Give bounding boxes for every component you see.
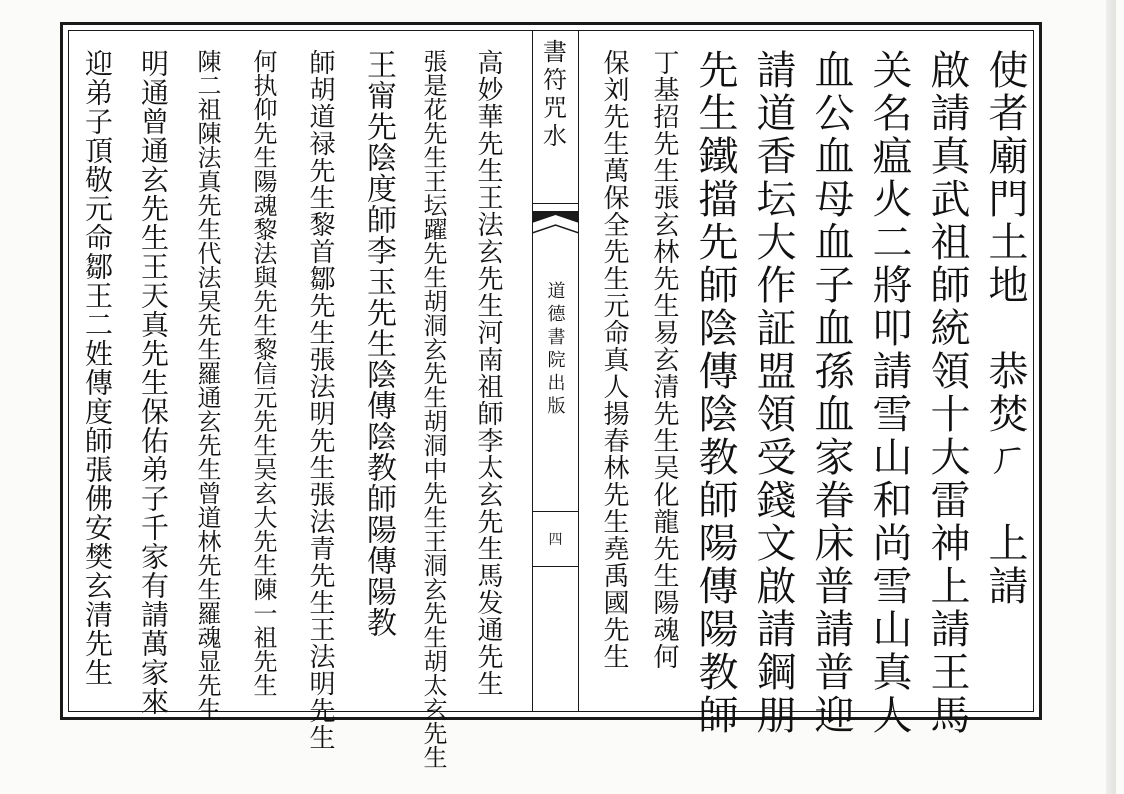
text-column: 陳二祖陳法真先生代法旲先生羅通玄先生曾道林先生羅魂显先生 — [193, 49, 221, 721]
left-page — [69, 31, 532, 769]
text-column: 关名瘟火二將叩請雪山和尚雪山真人 — [866, 49, 912, 737]
text-column: 丁基招先生張玄林先生易玄清先生吴化龍先生陽魂何 — [649, 49, 679, 670]
text-column: 啟請真武祖師統領十大雷神上請王馬 — [924, 49, 970, 737]
text-column: 何执仰先生陽魂黎法與先生黎信元先生吴玄大先生陳一祖先生 — [249, 49, 277, 697]
text-column: 迎弟子頂敬元命鄒王二姓傳度師張佛安樊玄清先生 — [81, 49, 114, 687]
text-column: 先生鐵擋先師陰傳陰教師陽傳陽教師 — [692, 49, 738, 737]
text-column: 王甯先陰度師李玉先生陰傳陰教師陽傳陽教 — [361, 49, 396, 638]
divider — [533, 203, 578, 204]
text-column: 師胡道禄先生黎首鄒先生張法明先生張法青先生王法明先生 — [305, 49, 335, 751]
page-number: 四 — [548, 532, 563, 548]
right-page — [579, 31, 1033, 737]
text-column: 張是花先生王坛躍先生胡洞玄先生胡洞中先生王洞玄先生胡太玄先生 — [419, 49, 447, 769]
fishtail-mark-icon — [532, 211, 579, 241]
book-title: 書符咒水 — [538, 39, 567, 151]
paper-edge — [1106, 0, 1116, 794]
text-column: 血公血母血子血孫血家眷床普請普迎 — [808, 49, 854, 737]
text-column: 使者廟門土地 恭焚ㄏ 上請 — [982, 49, 1028, 608]
inner-border — [68, 30, 1034, 769]
book-spread-frame — [60, 22, 1042, 769]
text-column: 高妙華先生王法玄先生河南祖師李太玄先生馬发通先生 — [473, 49, 503, 697]
text-column: 請道香坛大作証盟領受錢文啟請鋼朋 — [750, 49, 796, 737]
divider — [533, 566, 578, 567]
book-gutter — [532, 31, 579, 711]
publisher-label: 道德書院出版 — [544, 281, 566, 419]
text-column: 保刘先生萬保全先生元命真人揚春林先生堯禹國先生 — [599, 49, 629, 670]
divider — [533, 511, 578, 512]
text-column: 明通曾通玄先生王天真先生保佑弟子千家有請萬家來 — [137, 49, 170, 716]
